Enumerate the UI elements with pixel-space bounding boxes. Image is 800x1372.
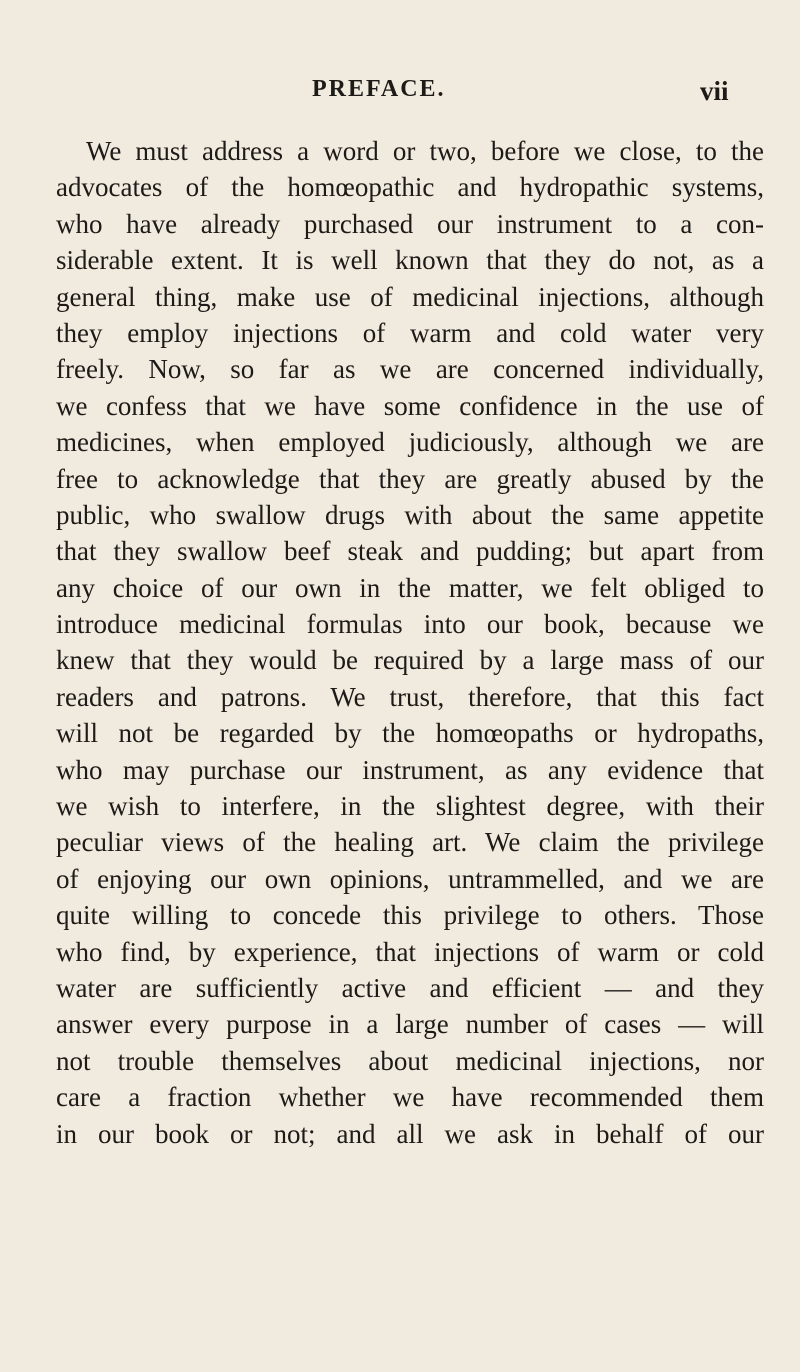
text-line: will not be regarded by the homœopaths or hydropaths, xyxy=(56,718,764,749)
text-line: quite willing to concede this privilege to others. Those xyxy=(56,900,764,931)
text-line: public, who swallow drugs with about the same appetite xyxy=(56,499,764,530)
running-head xyxy=(0,76,800,116)
text-line: freely. Now, so far as we are concerned individually, xyxy=(56,354,764,385)
paragraph xyxy=(56,133,764,1152)
text-line: advocates of the homœopathic and hydropathic systems, xyxy=(56,172,764,203)
text-line: we wish to interfere, in the slightest degree, with their xyxy=(56,791,764,822)
text-line: answer every purpose in a large number of cases — will xyxy=(56,1009,764,1040)
text-line: we confess that we have some confidence in the use of xyxy=(56,390,764,421)
text-line: who have already purchased our instrument to a con- xyxy=(56,208,764,239)
text-line: care a fraction whether we have recommended them xyxy=(56,1082,764,1113)
text-line: peculiar views of the healing art. We claim the privilege xyxy=(56,827,764,858)
page-number: vii xyxy=(700,76,729,106)
text-line: We must address a word or two, before we close, to the xyxy=(86,136,764,166)
text-line: introduce medicinal formulas into our book, because we xyxy=(56,609,764,640)
text-line: of enjoying our own opinions, untrammelled, and we are xyxy=(56,863,764,894)
text-line: who find, by experience, that injections of warm or cold xyxy=(56,936,764,967)
text-line: general thing, make use of medicinal injections, although xyxy=(56,281,764,312)
text-line: they employ injections of warm and cold water very xyxy=(56,317,764,348)
running-head-title: PREFACE. xyxy=(312,76,446,102)
text-line: knew that they would be required by a large mass of our xyxy=(56,645,764,676)
text-line: medicines, when employed judiciously, although we are xyxy=(56,427,764,458)
text-line: water are sufficiently active and efficient — and they xyxy=(56,972,764,1003)
text-line: not trouble themselves about medicinal injections, nor xyxy=(56,1045,764,1076)
text-line: free to acknowledge that they are greatly abused by the xyxy=(56,463,764,494)
text-line: siderable extent. It is well known that they do not, as a xyxy=(56,245,764,276)
text-line: in our book or not; and all we ask in behalf of our xyxy=(56,1118,764,1149)
text-line: that they swallow beef steak and pudding; but apart from xyxy=(56,536,764,567)
text-line: readers and patrons. We trust, therefore, that this fact xyxy=(56,681,764,712)
text-line: any choice of our own in the matter, we felt obliged to xyxy=(56,572,764,603)
text-line: who may purchase our instrument, as any evidence that xyxy=(56,754,764,785)
